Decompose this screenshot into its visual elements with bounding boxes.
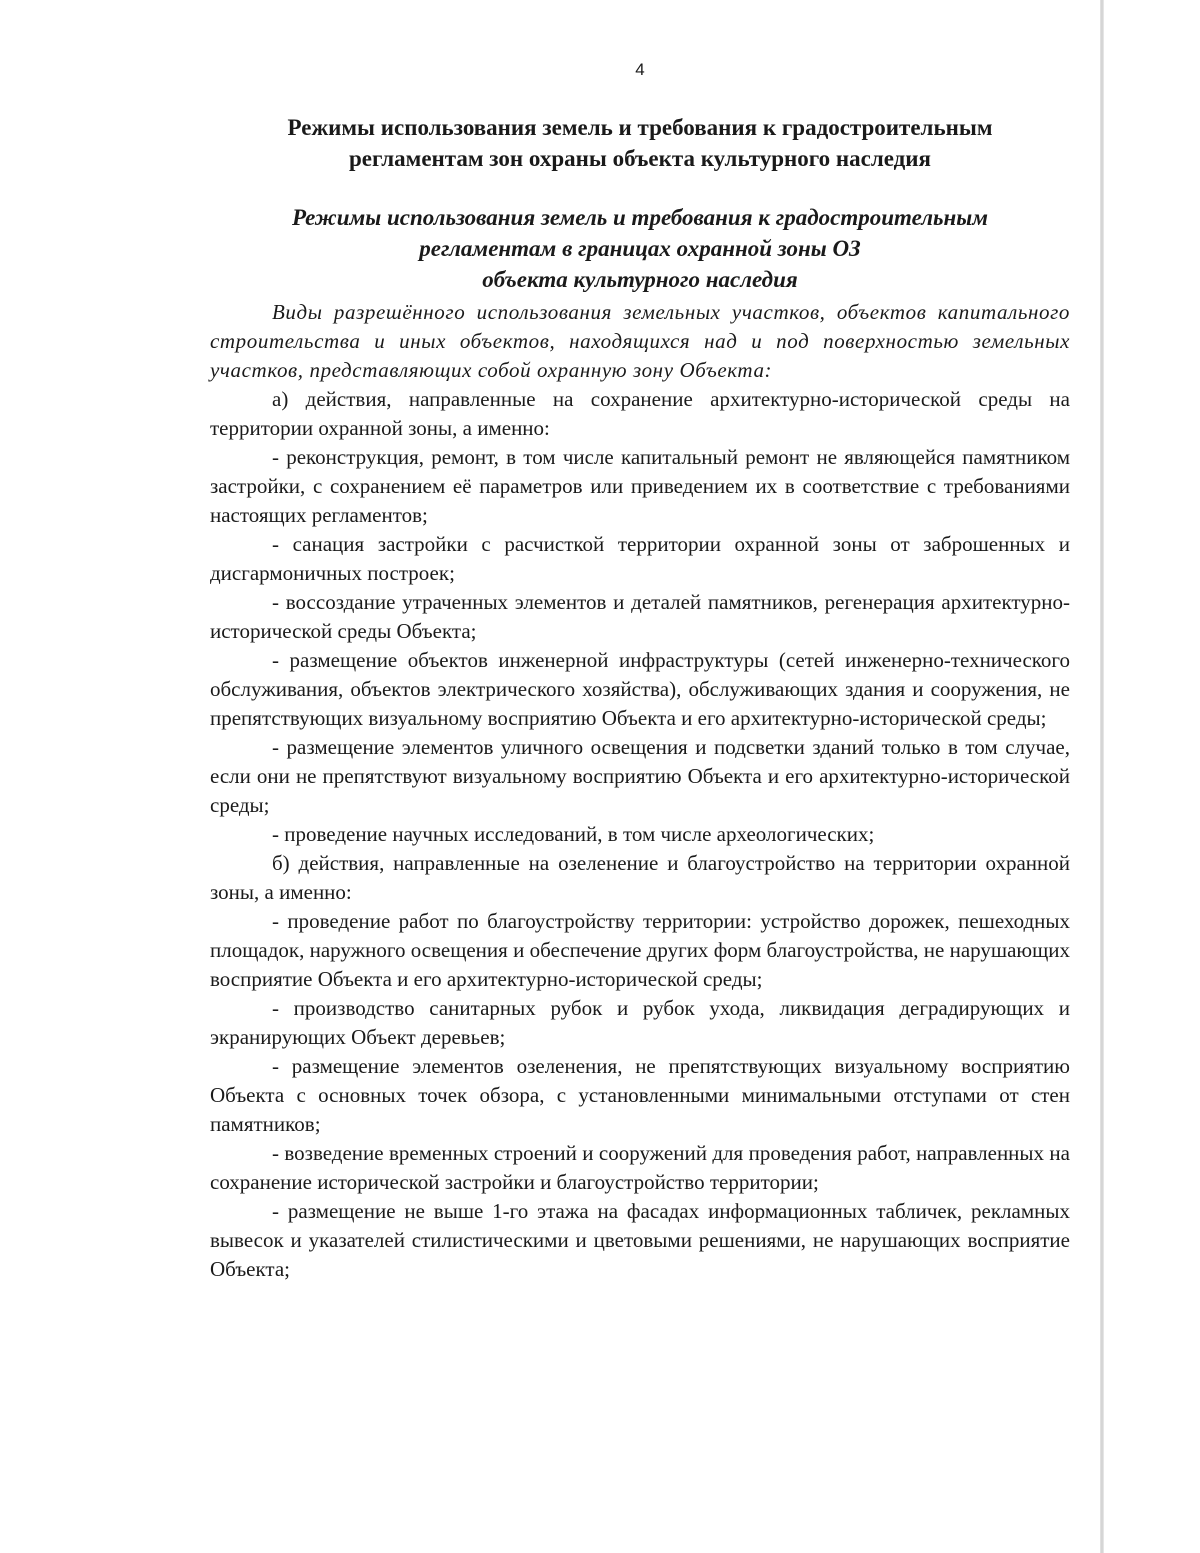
main-heading-line: Режимы использования земель и требования к градостроительным: [287, 115, 993, 140]
list-item: - размещение элементов уличного освещения и подсветки зданий только в том случае, если они не препятствуют визуальному восприятию Объекта и его архитектурно-исторической среды;: [210, 735, 1070, 817]
sub-heading-line: регламентам в границах охранной зоны ОЗ: [419, 236, 861, 261]
list-item: - санация застройки с расчисткой территории охранной зоны от заброшенных и дисгармоничных построек;: [210, 532, 1070, 585]
list-item: - реконструкция, ремонт, в том числе капитальный ремонт не являющейся памятником застройки, с сохранением её параметров или приведением их в соответствие с требованиями настоящих регламентов;: [210, 445, 1070, 527]
sub-heading-line: объекта культурного наследия: [482, 267, 798, 292]
paragraph-b-heading: б) действия, направленные на озеленение и благоустройство на территории охранной зоны, а именно:: [210, 851, 1070, 904]
list-item: - воссоздание утраченных элементов и деталей памятников, регенерация архитектурно-исторической среды Объекта;: [210, 590, 1070, 643]
scan-edge: [1100, 0, 1104, 1553]
sub-heading: [210, 202, 1070, 295]
list-item: - возведение временных строений и сооружений для проведения работ, направленных на сохранение исторической застройки и благоустройство территории;: [210, 1141, 1070, 1194]
list-item: - проведение работ по благоустройству территории: устройство дорожек, пешеходных площадок, наружного освещения и обеспечение других форм благоустройства, не нарушающих восприятие Объекта и его архитектурно-исторической среды;: [210, 909, 1070, 991]
list-item: - размещение элементов озеленения, не препятствующих визуальному восприятию Объекта с основных точек обзора, с установленными минимальными отступами от стен памятников;: [210, 1054, 1070, 1136]
sub-heading-line: Режимы использования земель и требования к градостроительным: [291, 205, 989, 230]
list-item: - проведение научных исследований, в том числе археологических;: [272, 822, 875, 846]
page-number: 4: [635, 60, 645, 79]
list-item: - производство санитарных рубок и рубок ухода, ликвидация деградирующих и экранирующих Объект деревьев;: [210, 996, 1070, 1049]
document-body: [210, 112, 1070, 1284]
intro-paragraph: Виды разрешённого использования земельных участков, объектов капитального строительства и иных объектов, находящихся над и под поверхностью земельных участков, представляющих собой охранную зону Объекта:: [210, 300, 1070, 382]
main-heading: [210, 112, 1070, 174]
paragraph-a-heading: а) действия, направленные на сохранение архитектурно-исторической среды на территории охранной зоны, а именно:: [210, 387, 1070, 440]
list-item: - размещение не выше 1-го этажа на фасадах информационных табличек, рекламных вывесок и указателей стилистическими и цветовыми решениями, не нарушающих восприятие Объекта;: [210, 1199, 1070, 1281]
main-heading-line: регламентам зон охраны объекта культурного наследия: [348, 146, 932, 171]
list-item: - размещение объектов инженерной инфраструктуры (сетей инженерно-технического обслуживания, объектов электрического хозяйства), обслуживающих здания и сооружения, не препятствующих визуальному восприятию Объекта и его архитектурно-исторической среды;: [210, 648, 1070, 730]
